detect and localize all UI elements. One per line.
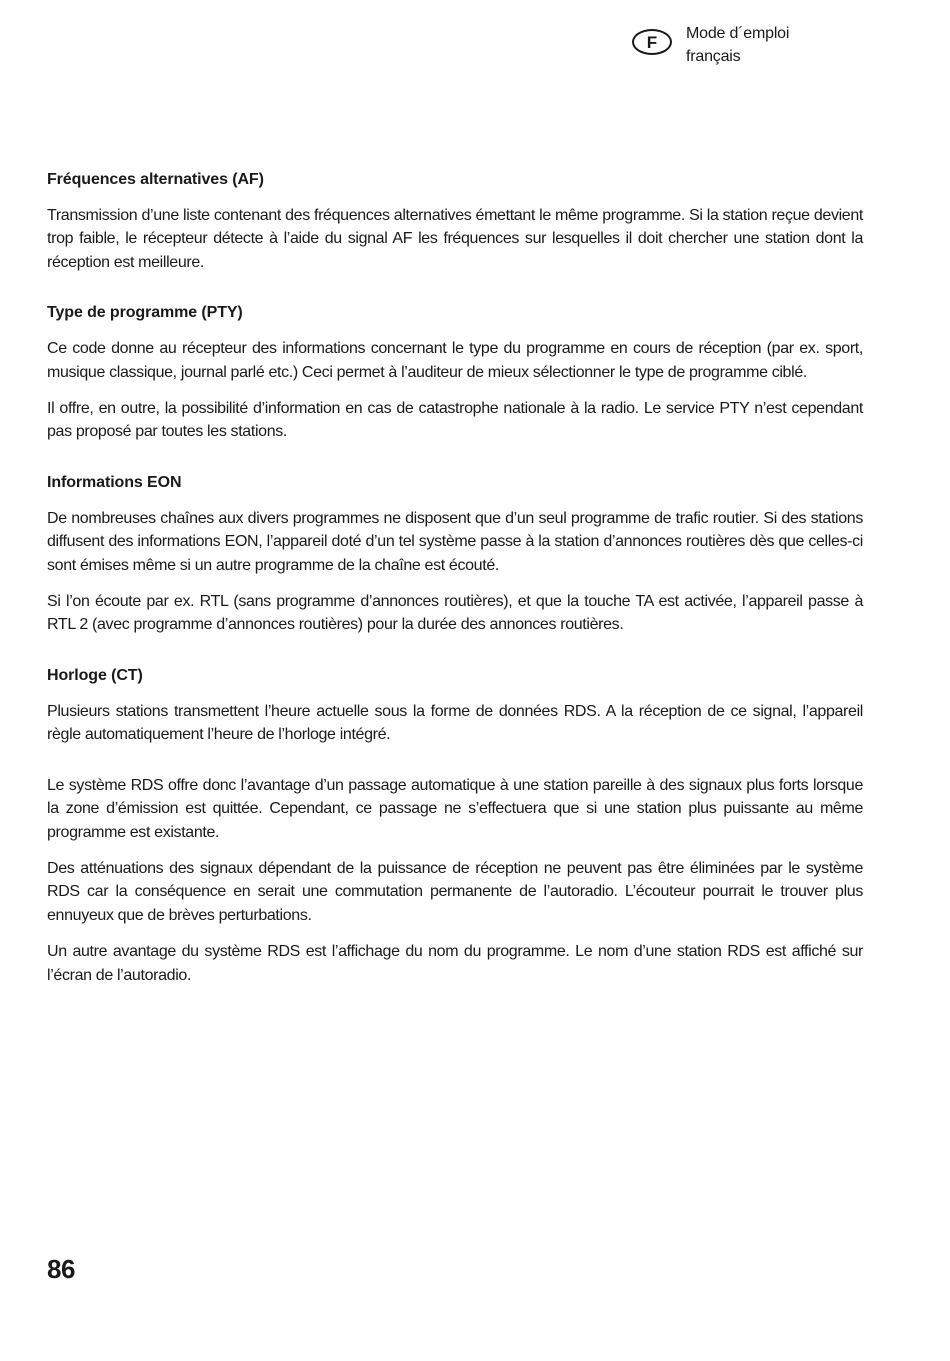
header-line-mode: Mode d´emploi [686,25,790,42]
paragraph-closing-3: Un autre avantage du système RDS est l’affichage du nom du programme. Le nom d’une station RDS est affiché sur l’écran de l’autoradio. [47,943,863,984]
section-ct [47,664,863,747]
paragraph-af-1: Transmission d’une liste contenant des fréquences alternatives émettant le même programme. Si la station reçue devient trop faible, le récepteur détecte à l’aide du signal AF les fréquences sur lesquelles il doit chercher une station dont la réception est meilleure. [47,207,863,271]
language-badge: F [632,29,672,55]
header-line-language: français [686,48,741,65]
paragraph-pty-1: Ce code donne au récepteur des informations concernant le type du programme en cours de réception (par ex. sport, musique classique, journal parlé etc.) Ceci permet à l’auditeur de mieux sélectionner le type de programme ciblé. [47,340,863,381]
paragraph-eon-1: De nombreuses chaînes aux divers programmes ne disposent que d’un seul programme de trafic routier. Si des stations diffusent des informations EON, l’appareil doté d’un tel système passe à la station d’annonces routières dès que celles-ci sont émises même si un autre programme de la chaîne est écouté. [47,509,863,574]
paragraph-closing-1: Le système RDS offre donc l’avantage d’un passage automatique à une station pareille à des signaux plus forts lorsque la zone d’émission est quittée. Cependant, ce passage ne s’effectuera que si une station plus puissante au même programme est existante. [47,776,863,841]
section-af [47,168,863,274]
section-title-af: Fréquences alternatives (AF) [47,171,264,188]
paragraph-ct-1: Plusieurs stations transmettent l’heure actuelle sous la forme de données RDS. A la réception de ce signal, l’appareil règle automatiquement l’heure de l’horloge intégré. [47,702,863,744]
section-title-ct: Horloge (CT) [47,666,143,684]
section-title-pty: Type de programme (PTY) [47,304,243,322]
paragraph-eon-2: Si l’on écoute par ex. RTL (sans programme d’annonces routières), et que la touche TA est activée, l’appareil passe à RTL 2 (avec programme d’annonces routières) pour la durée des annonces routières. [47,593,863,634]
paragraph-closing-2: Des atténuations des signaux dépendant de la puissance de réception ne peuvent pas être éliminées par le système RDS car la conséquence en serait une commutation permanente de l’autoradio. L’écouteur pourrait le trouver plus ennuyeux que de brèves perturbations. [47,859,863,924]
paragraph-pty-2: Il offre, en outre, la possibilité d’information en cas de catastrophe nationale à la radio. Le service PTY n’est cependant pas proposé par toutes les stations. [47,400,863,441]
section-pty [47,301,863,444]
page-number: 86 [47,1254,75,1284]
section-eon [47,471,863,637]
document-body [47,168,863,987]
section-closing [47,774,863,987]
section-title-eon: Informations EON [47,473,182,491]
header-label [686,22,789,68]
